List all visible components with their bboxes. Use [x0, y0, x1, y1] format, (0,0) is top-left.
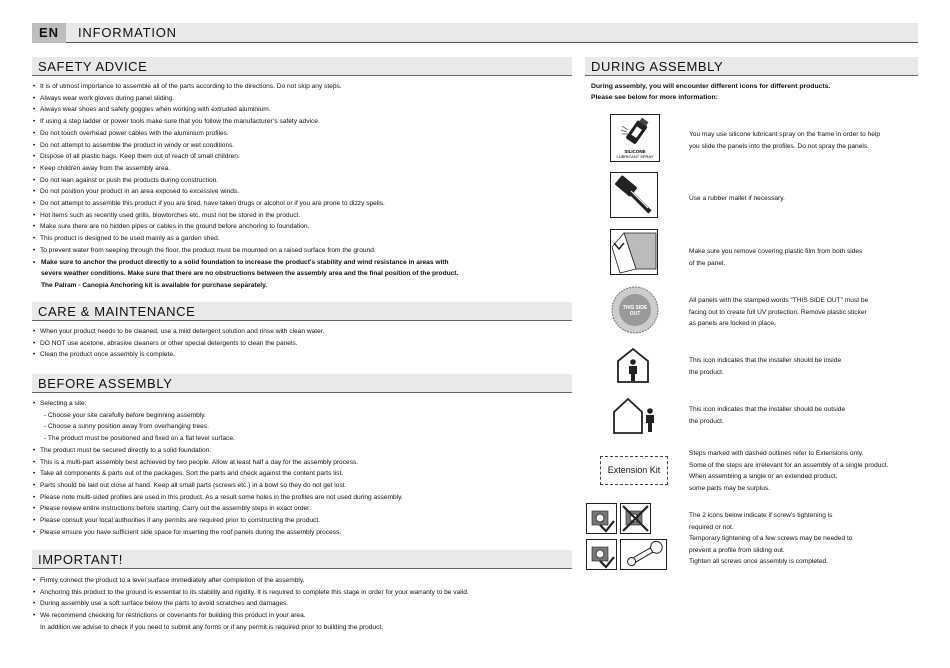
anchoring-warning-line: • Make sure to anchor the product directly to a solid foundation to increase the product's stability and wind resistance in areas with — [41, 258, 449, 266]
important-list — [32, 575, 469, 634]
description-line: Some of the steps are irrelevant for an assembly of a single product. — [689, 461, 889, 469]
description-line: You may use silicone lubricant spray on the frame in order to help — [689, 131, 881, 138]
during-heading-bar — [585, 57, 918, 76]
before-heading-bar — [32, 374, 572, 393]
installer-inside-icon — [615, 347, 651, 388]
care-heading-bar — [32, 302, 572, 321]
safety-heading-bar — [32, 57, 572, 76]
safety-heading: SAFETY ADVICE — [38, 59, 148, 74]
extension-kit-icon: Extension Kit — [600, 456, 668, 485]
list-item: • Keep children away from the assembly area. — [32, 163, 458, 175]
icon-description — [689, 404, 845, 427]
list-item: • Make sure there are no hidden pipes or cables in the ground before anchoring to foundation. — [32, 221, 458, 233]
description-line: some parts may be surplus. — [689, 484, 770, 492]
icon-label: OUT — [629, 311, 641, 317]
header-bar — [32, 23, 918, 43]
installer-outside-icon — [612, 396, 658, 439]
description-line: prevent a profile from sliding out. — [689, 546, 785, 554]
care-heading: CARE & MAINTENANCE — [38, 304, 196, 319]
description-line: Steps marked with dashed outlines refer to Extensions only. — [689, 450, 864, 457]
description-line: Temporary tightening of a few screws may be needed to — [689, 535, 853, 542]
list-item: • This product is designed to be used mainly as a garden shed. — [32, 233, 458, 245]
list-item: • DO NOT use acetone, abrasive cleaners or other special detergents to clean the panels. — [32, 338, 324, 350]
list-item: • If using a step ladder or power tools make sure that you follow the manufacturer’s safety advice. — [32, 116, 458, 128]
list-item: • When your product needs to be cleaned, use a mild detergent solution and rinse with clean water. — [32, 326, 324, 338]
description-line: of the panel. — [689, 259, 726, 267]
icon-label: SILICONE — [624, 149, 646, 154]
list-item: • Please note multi-sided profiles are used in this product. As a result some holes in the profiles are not used during assembly. — [32, 492, 403, 504]
list-item: • Please consult your local authorities if any permits are required prior to constructing the product. — [32, 515, 403, 527]
list-item: • Please review entire instructions before starting. Carry out the assembly steps in exact order. — [32, 503, 403, 515]
description-line: When assembling a single or an extended product, — [689, 473, 838, 480]
description-line: the product. — [689, 417, 724, 425]
list-item: • Always wear shoes and safety goggles when working with extruded aluminium. — [32, 104, 458, 116]
page-title: INFORMATION — [78, 25, 177, 40]
list-item: • During assembly use a soft surface below the parts to avoid scratches and damages. — [32, 598, 469, 610]
icon-description — [689, 246, 862, 269]
site-sub-item: - Choose your site carefully before beginning assembly. — [44, 411, 206, 419]
list-item: • Clean the product once assembly is complete. — [32, 349, 324, 361]
icon-description — [689, 193, 785, 205]
list-item: • It is of utmost importance to assemble all of the parts according to the directions. Do not skip any steps. — [32, 81, 458, 93]
list-item: • Do not attempt to assemble the product in windy or wet conditions. — [32, 140, 458, 152]
anchoring-warning — [32, 257, 458, 292]
description-line: This icon indicates that the installer should be inside — [689, 357, 842, 364]
description-line: This icon indicates that the installer should be outside — [689, 406, 846, 413]
list-item: • Do not lean against or push the products during construction. — [32, 175, 458, 187]
description-line: All panels with the stamped words “THIS SIDE OUT” must be — [689, 297, 869, 304]
description-line: The 2 icons below indicate if screw's tightening is — [689, 512, 833, 519]
before-heading: BEFORE ASSEMBLY — [38, 376, 173, 391]
icon-label: THIS SIDE — [622, 305, 648, 311]
description-line: as panels are locked in place. — [689, 320, 776, 327]
site-sub-item: - Choose a sunny position away from overhanging trees. — [44, 423, 209, 431]
plastic-film-icon — [610, 229, 658, 280]
list-item — [32, 398, 403, 445]
description-line: the product. — [689, 368, 724, 376]
list-item: • Always wear work gloves during panel sliding. — [32, 93, 458, 105]
list-item: • Parts should be laid out close at hand. Keep all small parts (screws etc.) in a bowl so they do not get lost. — [32, 480, 403, 492]
list-item: • Do not position your product in an area exposed to excessive winds. — [32, 186, 458, 198]
description-line: required or not. — [689, 523, 734, 531]
intro-line: Please see below for more information: — [591, 94, 718, 101]
rubber-mallet-icon — [610, 172, 658, 223]
icon-description — [689, 295, 868, 330]
intro-line: During assembly, you will encounter different icons for different products. — [591, 83, 831, 90]
description-line: facing out to create full UV protection. Remove plastic sticker — [689, 308, 867, 316]
list-item-continuation: In addition we advise to check if you need to submit any forms or if any permit is required prior to building the product. — [40, 623, 384, 631]
list-item: • This is a multi-part assembly best achieved by two people. Allow at least half a day for the assembly process. — [32, 457, 403, 469]
list-item: • Take all components & parts out of the packages. Sort the parts and check against the content parts list. — [32, 468, 403, 480]
list-item: • Firmly connect the product to a level surface immediately after completion of the assembly. — [32, 575, 469, 587]
list-item: • Dispose of all plastic bags. Keep them out of reach of small children. — [32, 151, 458, 163]
care-list — [32, 326, 324, 361]
icon-description — [689, 448, 888, 494]
screw-tightening-icon — [586, 503, 668, 576]
list-item: • To prevent water from seeping through the floor, the product must be mounted on a raised surface from the ground. — [32, 245, 458, 257]
description-line: Use a rubber mallet if necessary. — [689, 195, 785, 202]
list-item: • Do not attempt to assemble this product if you are tired, have taken drugs or alcohol or if you are prone to dizzy spells. — [32, 198, 458, 210]
description-line: Tighten all screws once assembly is completed. — [689, 558, 829, 565]
icon-description — [689, 510, 852, 568]
site-label: Selecting a site: — [40, 400, 87, 407]
list-item: • Please ensure you have sufficient side space for inserting the roof panels during the assembly process. — [32, 527, 403, 539]
this-side-out-icon — [611, 286, 659, 339]
during-heading: DURING ASSEMBLY — [591, 59, 724, 74]
important-heading-bar — [32, 550, 572, 569]
language-badge: EN — [32, 23, 66, 43]
list-item: • Hot items such as recently used grills, blowtorches etc. must not be stored in the product. — [32, 210, 458, 222]
during-intro — [591, 81, 830, 103]
description-line: you slide the panels into the profiles. Do not spray the panels. — [689, 142, 869, 150]
list-item: • Do not touch overhead power cables with the aluminium profiles. — [32, 128, 458, 140]
anchoring-warning-line: The Palram - Canopia Anchoring kit is available for purchase separately. — [41, 281, 268, 289]
list-item: • Anchoring this product to the ground is essential to its stability and rigidity. It is required to complete this stage in order for your warranty to be valid. — [32, 587, 469, 599]
anchoring-warning-line: severe weather conditions. Make sure that there are no obstructions between the assembly area and the final position of the product. — [41, 270, 459, 278]
safety-list — [32, 81, 458, 292]
icon-description — [689, 129, 880, 152]
important-heading: IMPORTANT! — [38, 552, 123, 567]
icon-label: LUBRICANT SPRAY — [616, 154, 654, 159]
icon-description — [689, 355, 841, 378]
list-item-text: We recommend checking for restrictions or covenants for building this product in your area. — [40, 612, 306, 620]
silicone-spray-icon — [610, 114, 660, 167]
list-item: • The product must be secured directly to a solid foundation. — [32, 445, 403, 457]
site-sub-item: - The product must be positioned and fixed on a flat level surface. — [44, 435, 235, 443]
description-line: Make sure you remove covering plastic film from both sides — [689, 248, 863, 255]
list-item — [32, 610, 469, 633]
before-list — [32, 398, 403, 538]
